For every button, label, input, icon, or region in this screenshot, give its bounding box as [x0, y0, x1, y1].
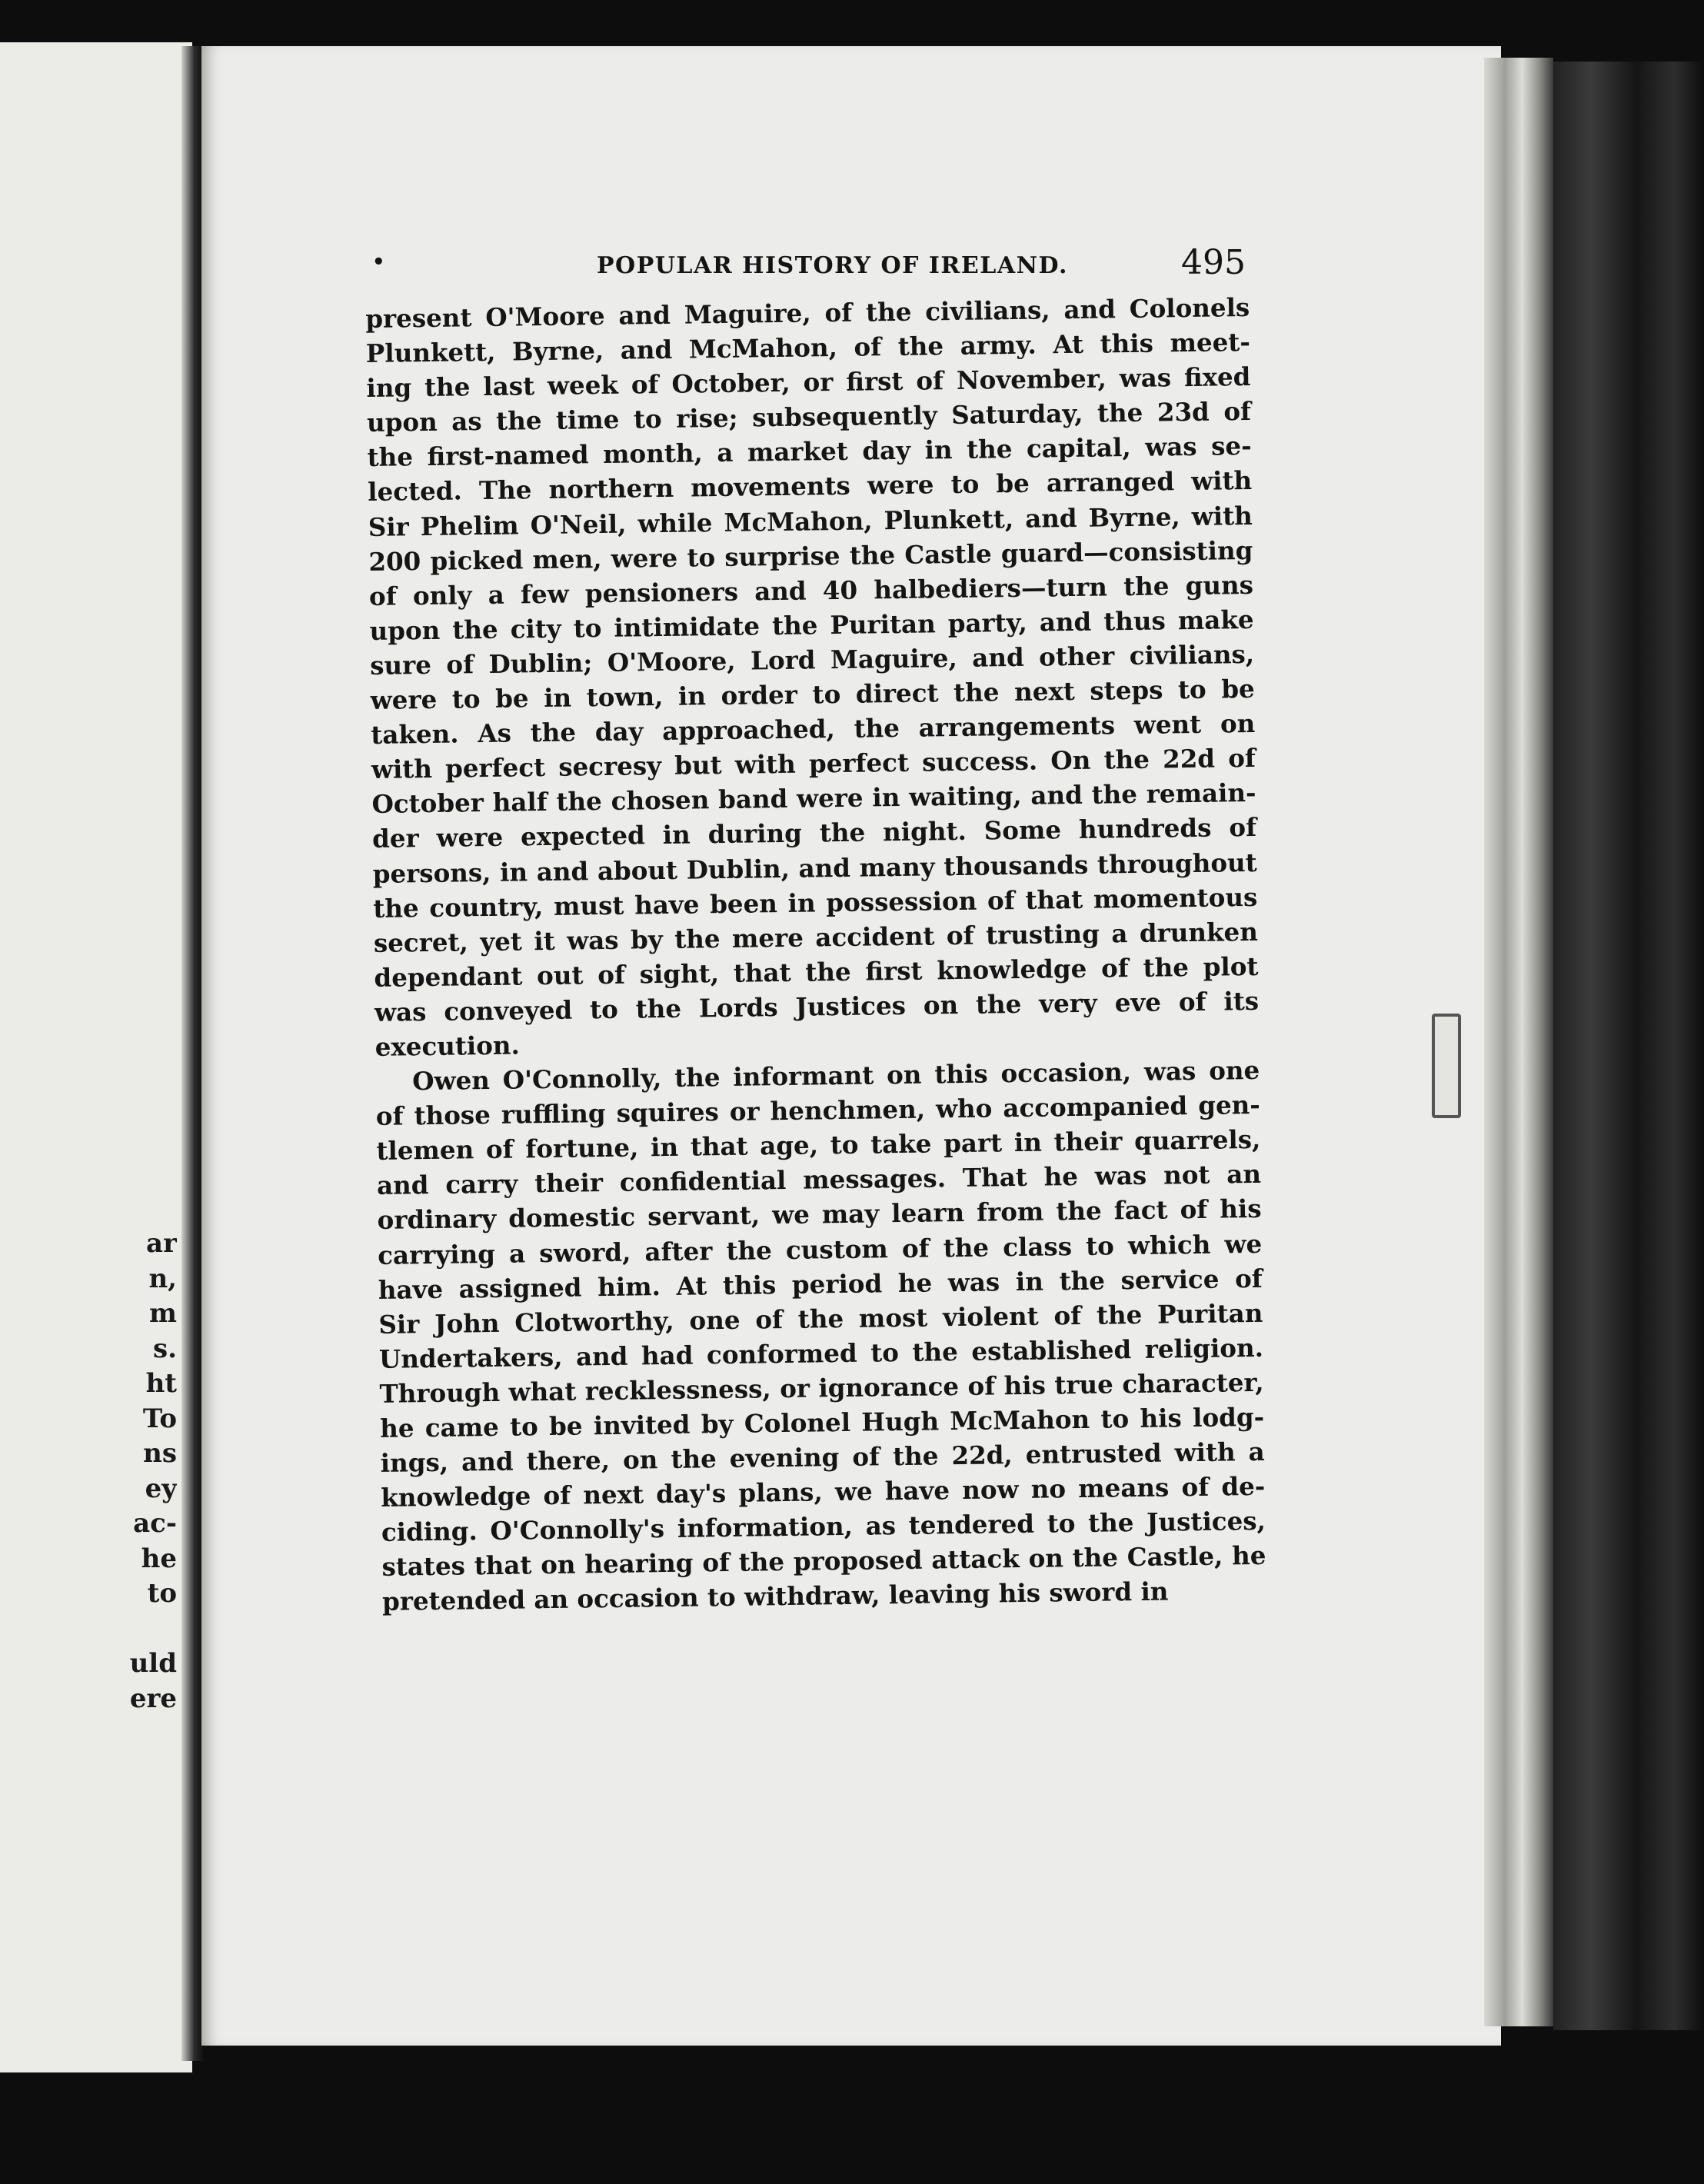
- text-line: were to be in town, in order to direct the next steps to be: [370, 673, 1255, 715]
- text-line: taken. As the day approached, the arrangements went on: [371, 708, 1256, 751]
- text-line: tlemen of fortune, in that age, to take part in their quarrels,: [376, 1124, 1261, 1167]
- book-binding: [1553, 62, 1704, 2030]
- text-line: sure of Dublin; O'Moore, Lord Maguire, and other civilians,: [369, 638, 1255, 681]
- left-facing-page: [0, 42, 192, 2072]
- left-page-fragment: ar: [146, 1228, 177, 1259]
- text-line: of those ruffling squires or henchmen, who accompanied gen-: [375, 1090, 1261, 1132]
- page-edges: [1484, 58, 1553, 2026]
- text-line: persons, in and about Dublin, and many thousands throughout: [372, 847, 1257, 889]
- left-page-fragment: uld: [129, 1648, 177, 1679]
- paragraph: [365, 290, 1260, 1064]
- page-number: 495: [1181, 243, 1246, 282]
- left-page-fragment: To: [142, 1403, 177, 1434]
- left-page-fragment: ns: [143, 1438, 177, 1469]
- text-line: ing the last week of October, or first of November, was fixed: [366, 361, 1251, 404]
- text-line: Sir John Clotworthy, one of the most violent of the Puritan: [378, 1297, 1263, 1340]
- text-line: secret, yet it was by the mere accident of trusting a drunken: [373, 916, 1259, 958]
- left-page-fragment: n,: [148, 1263, 177, 1294]
- body-text: [365, 290, 1266, 1619]
- header-bullet: •: [372, 251, 385, 274]
- left-page-fragment: ere: [129, 1683, 177, 1714]
- text-line: der were expected in during the night. Some hundreds of: [371, 812, 1257, 854]
- running-title: POPULAR HISTORY OF IRELAND.: [597, 252, 1068, 279]
- text-line: he came to be invited by Colonel Hugh McMahon to his lodg-: [379, 1401, 1265, 1443]
- book-gutter: [181, 46, 203, 2061]
- left-page-fragment: [0, 1612, 177, 1647]
- text-line: was conveyed to the Lords Justices on the very eve of its: [374, 985, 1260, 1027]
- text-line: 200 picked men, were to surprise the Castle guard—consisting: [368, 534, 1253, 577]
- left-page-text-fragments: [0, 1227, 177, 1716]
- running-header: [361, 243, 1246, 289]
- text-line: present O'Moore and Maguire, of the civilians, and Colonels: [365, 291, 1250, 334]
- text-line: states that on hearing of the proposed attack on the Castle, he: [381, 1540, 1266, 1583]
- text-line: Plunkett, Byrne, and McMahon, of the army. At this meet-: [365, 327, 1251, 369]
- text-line: the first-named month, a market day in the capital, was se-: [367, 431, 1252, 473]
- text-line: Through what recklessness, or ignorance of his true character,: [379, 1367, 1264, 1409]
- paragraph: [375, 1053, 1266, 1619]
- text-line: ings, and there, on the evening of the 22d, entrusted with a: [380, 1436, 1265, 1478]
- text-line: lected. The northern movements were to be arranged with: [367, 465, 1253, 508]
- text-line: Sir Phelim O'Neil, while McMahon, Plunkett, and Byrne, with: [368, 500, 1253, 542]
- text-line: with perfect secresy but with perfect success. On the 22d of: [371, 743, 1256, 785]
- left-page-fragment: ac-: [133, 1508, 177, 1539]
- left-page-fragment: ht: [145, 1368, 177, 1399]
- text-line: and carry their confidential messages. That he was not an: [376, 1159, 1262, 1201]
- text-line: have assigned him. At this period he was in the service of: [378, 1263, 1263, 1305]
- text-line: knowledge of next day's plans, we have now no means of de-: [381, 1471, 1266, 1513]
- text-line: ciding. O'Connolly's information, as tendered to the Justices,: [381, 1506, 1266, 1548]
- text-line: Undertakers, and had conformed to the established religion.: [378, 1332, 1264, 1374]
- text-line: ordinary domestic servant, we may learn from the fact of his: [377, 1194, 1262, 1236]
- text-line: dependant out of sight, that the first knowledge of the plot: [374, 951, 1259, 993]
- text-line: October half the chosen band were in waiting, and the remain-: [371, 777, 1256, 820]
- text-line: upon as the time to rise; subsequently Saturday, the 23d of: [366, 396, 1252, 438]
- text-line: Owen O'Connolly, the informant on this occasion, was one: [412, 1054, 1260, 1097]
- text-line: upon the city to intimidate the Puritan party, and thus make: [369, 604, 1254, 646]
- left-page-fragment: ey: [145, 1473, 177, 1504]
- left-page-fragment: s.: [153, 1333, 177, 1364]
- text-line: of only a few pensioners and 40 halbediers—turn the guns: [368, 569, 1254, 611]
- bookmark-tab: [1432, 1014, 1461, 1118]
- text-line: execution.: [374, 1030, 521, 1062]
- text-line: the country, must have been in possession of that momentous: [373, 881, 1258, 924]
- text-line: pretended an occasion to withdraw, leaving his sword in: [381, 1576, 1169, 1617]
- text-line: carrying a sword, after the custom of the class to which we: [377, 1228, 1263, 1270]
- left-page-fragment: he: [141, 1543, 177, 1574]
- left-page-fragment: to: [147, 1578, 177, 1609]
- left-page-fragment: m: [149, 1298, 177, 1329]
